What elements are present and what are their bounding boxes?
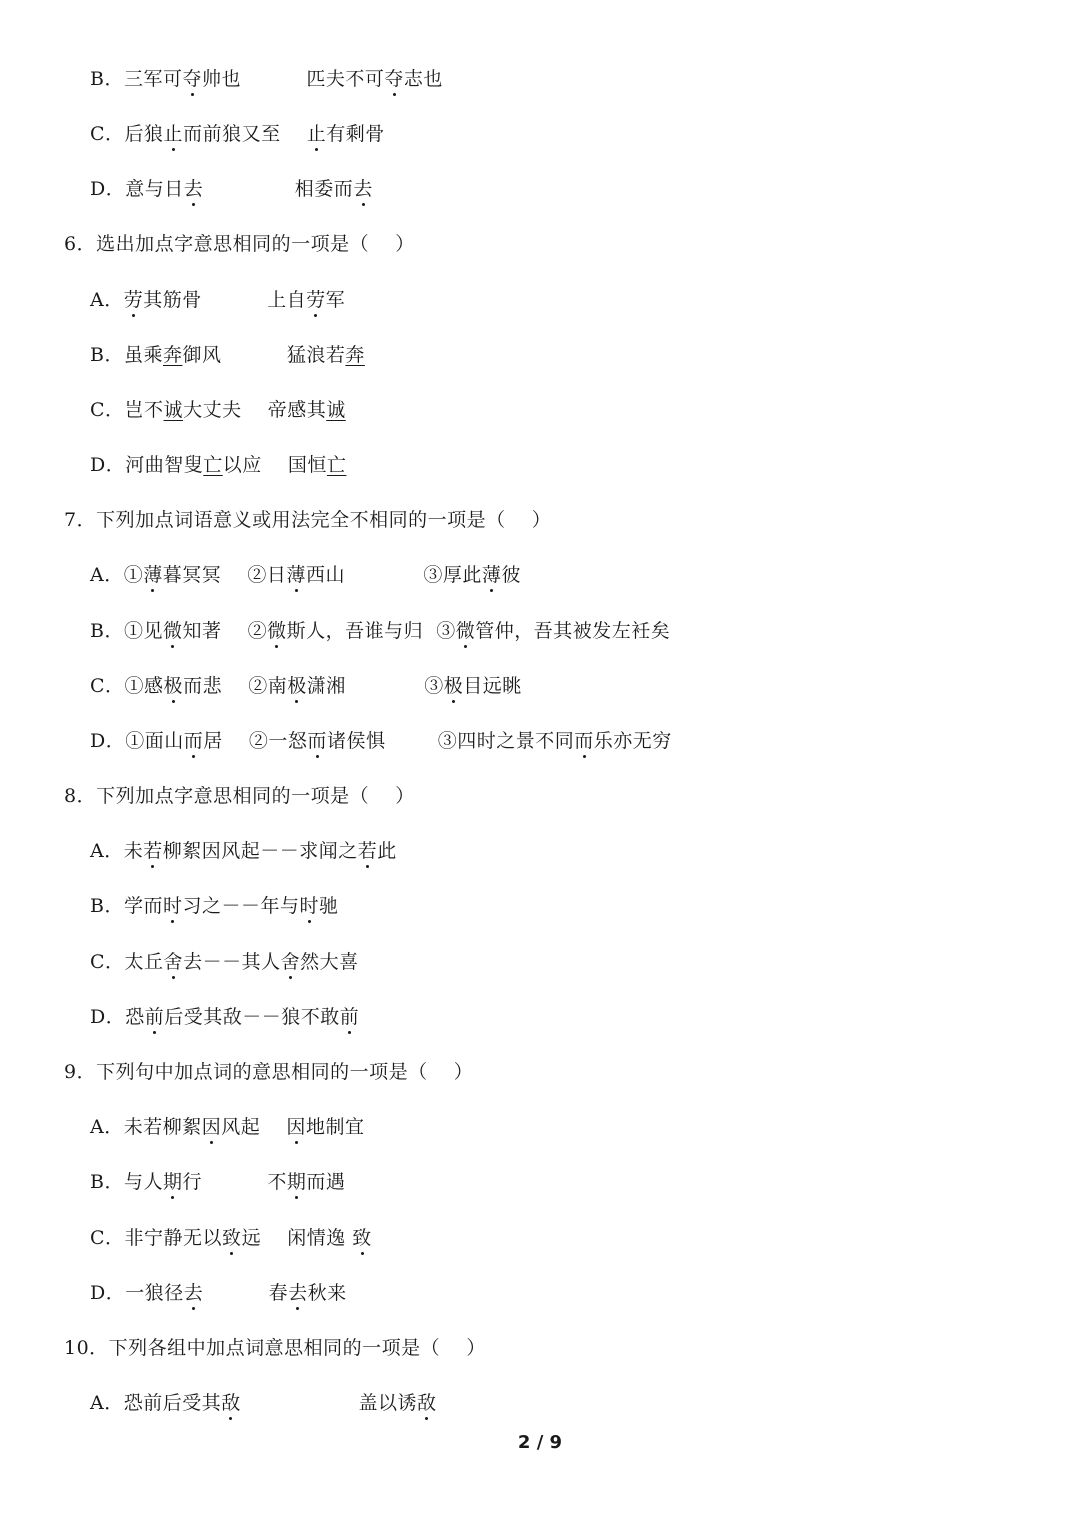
text-segment: 9．下列句中加点词的意思相同的一项是（ ） [64,1061,474,1083]
underlined-char: 亡 [326,454,347,476]
text-segment: 而前狼又至 [183,123,307,145]
text-segment: 居 ②一怒 [203,730,308,752]
text-segment: B．与人 [90,1171,163,1193]
emphasis-dot-char: 夺 [182,68,202,90]
emphasis-dot-char: 劳 [123,289,144,311]
emphasis-dot-char: 而 [307,730,327,752]
text-segment: 驰 [319,895,339,917]
answer-option [90,838,397,864]
text-segment: 春 [203,1282,289,1304]
text-segment: 诸侯惧 ③四时之景不同 [326,730,575,752]
emphasis-dot-char: 薄 [481,564,502,586]
text-segment: D．河曲智叟 [90,454,204,476]
text-segment: B．虽乘 [90,344,163,366]
text-segment: 习之－－年与 [182,895,300,917]
emphasis-dot-char: 极 [443,675,464,697]
text-segment: A．未 [90,840,144,862]
text-segment: 彼 [501,564,521,586]
emphasis-dot-char: 若 [357,840,378,862]
emphasis-dot-char: 而 [183,730,204,752]
text-segment: D．一狼径 [90,1282,184,1304]
underlined-char: 诚 [326,399,346,421]
emphasis-dot-char: 舍 [163,951,184,973]
emphasis-dot-char: 时 [299,895,320,917]
question-stem [64,1335,486,1361]
question-stem [64,783,415,809]
answer-option [90,949,359,975]
answer-option [90,893,339,919]
emphasis-dot-char: 夺 [384,68,404,90]
emphasis-dot-char: 极 [163,675,184,697]
emphasis-dot-char: 期 [162,1171,183,1193]
emphasis-dot-char: 去 [288,1282,308,1304]
question-stem [64,507,551,533]
text-segment: A．未若柳絮 [90,1116,202,1138]
emphasis-dot-char: 舍 [280,951,301,973]
answer-option [90,1169,345,1195]
text-segment: 斯人，吾谁与归 ③ [286,620,456,642]
text-segment: 地制宜 [305,1116,365,1138]
emphasis-dot-char: 而 [574,730,594,752]
text-segment: 相委而 [203,178,354,200]
answer-option [90,1114,364,1140]
text-segment: B．三军可 [90,68,183,90]
text-segment: B．学而 [90,895,163,917]
answer-option [90,287,345,313]
text-segment: A．恐前后受其 [90,1392,222,1414]
text-segment: 行 不 [182,1171,287,1193]
answer-option [90,673,522,699]
text-segment: 军 [325,289,346,311]
text-segment: C．岂不 [90,399,164,421]
text-segment: 去－－其人 [183,951,281,973]
text-segment: 秋来 [307,1282,347,1304]
text-segment: A． [90,289,124,311]
emphasis-dot-char: 极 [287,675,307,697]
answer-option [90,562,521,588]
text-segment: 大丈夫 帝感其 [183,399,327,421]
emphasis-dot-char: 致 [352,1227,372,1249]
text-segment: 管仲，吾其被发左衽矣 [475,620,671,642]
emphasis-dot-char: 止 [163,123,184,145]
text-segment: C．①感 [90,675,164,697]
text-segment: 志也 [403,68,443,90]
underlined-char: 亡 [203,454,223,476]
emphasis-dot-char: 微 [162,620,183,642]
text-segment: C．太丘 [90,951,164,973]
answer-option [90,728,672,754]
question-stem [64,231,415,257]
text-segment: 6．选出加点字意思相同的一项是（ ） [64,233,415,255]
text-segment: 暮冥冥 ②日 [162,564,287,586]
emphasis-dot-char: 劳 [306,289,326,311]
text-segment: 远 闲情逸 [241,1227,353,1249]
answer-option [90,342,365,368]
text-segment: 西山 ③厚此 [305,564,482,586]
text-segment: 御风 猛浪若 [182,344,346,366]
text-segment: 风起 [221,1116,287,1138]
emphasis-dot-char: 因 [201,1116,222,1138]
text-segment: 10．下列各组中加点词意思相同的一项是（ ） [64,1337,486,1359]
emphasis-dot-char: 若 [143,840,163,862]
emphasis-dot-char: 因 [286,1116,306,1138]
emphasis-dot-char: 前 [144,1006,165,1028]
text-segment: D．①面山 [90,730,184,752]
underlined-char: 奔 [345,344,365,366]
text-segment: 潇湘 ③ [306,675,444,697]
emphasis-dot-char: 期 [286,1171,307,1193]
underlined-char: 奔 [162,344,183,366]
text-segment: 以应 国恒 [222,454,327,476]
answer-option [90,1390,436,1416]
answer-option [90,452,346,478]
text-segment: 帅也 匹夫不可 [201,68,385,90]
question-stem [64,1059,473,1085]
emphasis-dot-char: 敌 [221,1392,241,1414]
answer-option [90,1280,347,1306]
answer-option [90,66,443,92]
text-segment: D．意与日 [90,178,184,200]
text-segment: A．① [90,564,144,586]
emphasis-dot-char: 时 [162,895,183,917]
text-segment: C．非宁静无以 [90,1227,223,1249]
answer-option [90,618,670,644]
text-segment: 其筋骨 上自 [143,289,307,311]
text-segment: 而悲 ②南 [183,675,288,697]
emphasis-dot-char: 薄 [143,564,163,586]
text-segment: 然大喜 [300,951,359,973]
emphasis-dot-char: 止 [306,123,327,145]
emphasis-dot-char: 去 [183,1282,204,1304]
answer-option [90,121,385,147]
emphasis-dot-char: 前 [339,1006,360,1028]
text-segment: 盖以诱 [240,1392,417,1414]
page-number: 2 / 9 [517,1432,563,1453]
emphasis-dot-char: 致 [222,1227,242,1249]
answer-option [90,1225,372,1251]
text-segment: 目远眺 [463,675,522,697]
emphasis-dot-char: 微 [455,620,476,642]
text-segment: 柳絮因风起－－求闻之 [162,840,358,862]
text-segment: 乐亦无穷 [593,730,672,752]
text-segment: B．①见 [90,620,163,642]
text-segment: 而遇 [306,1171,346,1193]
underlined-char: 诚 [163,399,184,421]
text-segment: 后受其敌－－狼不敢 [164,1006,340,1028]
text-segment: 8．下列加点字意思相同的一项是（ ） [64,785,415,807]
text-segment: 7．下列加点词语意义或用法完全不相同的一项是（ ） [64,509,552,531]
text-segment: 有剩骨 [326,123,385,145]
emphasis-dot-char: 薄 [286,564,306,586]
answer-option [90,1004,359,1030]
text-segment: D．恐 [90,1006,145,1028]
emphasis-dot-char: 敌 [416,1392,437,1414]
answer-option [90,176,373,202]
emphasis-dot-char: 去 [353,178,373,200]
text-segment: 此 [377,840,397,862]
answer-option [90,397,346,423]
emphasis-dot-char: 微 [267,620,287,642]
text-segment: 知著 ② [182,620,268,642]
text-segment: C．后狼 [90,123,164,145]
emphasis-dot-char: 去 [183,178,204,200]
